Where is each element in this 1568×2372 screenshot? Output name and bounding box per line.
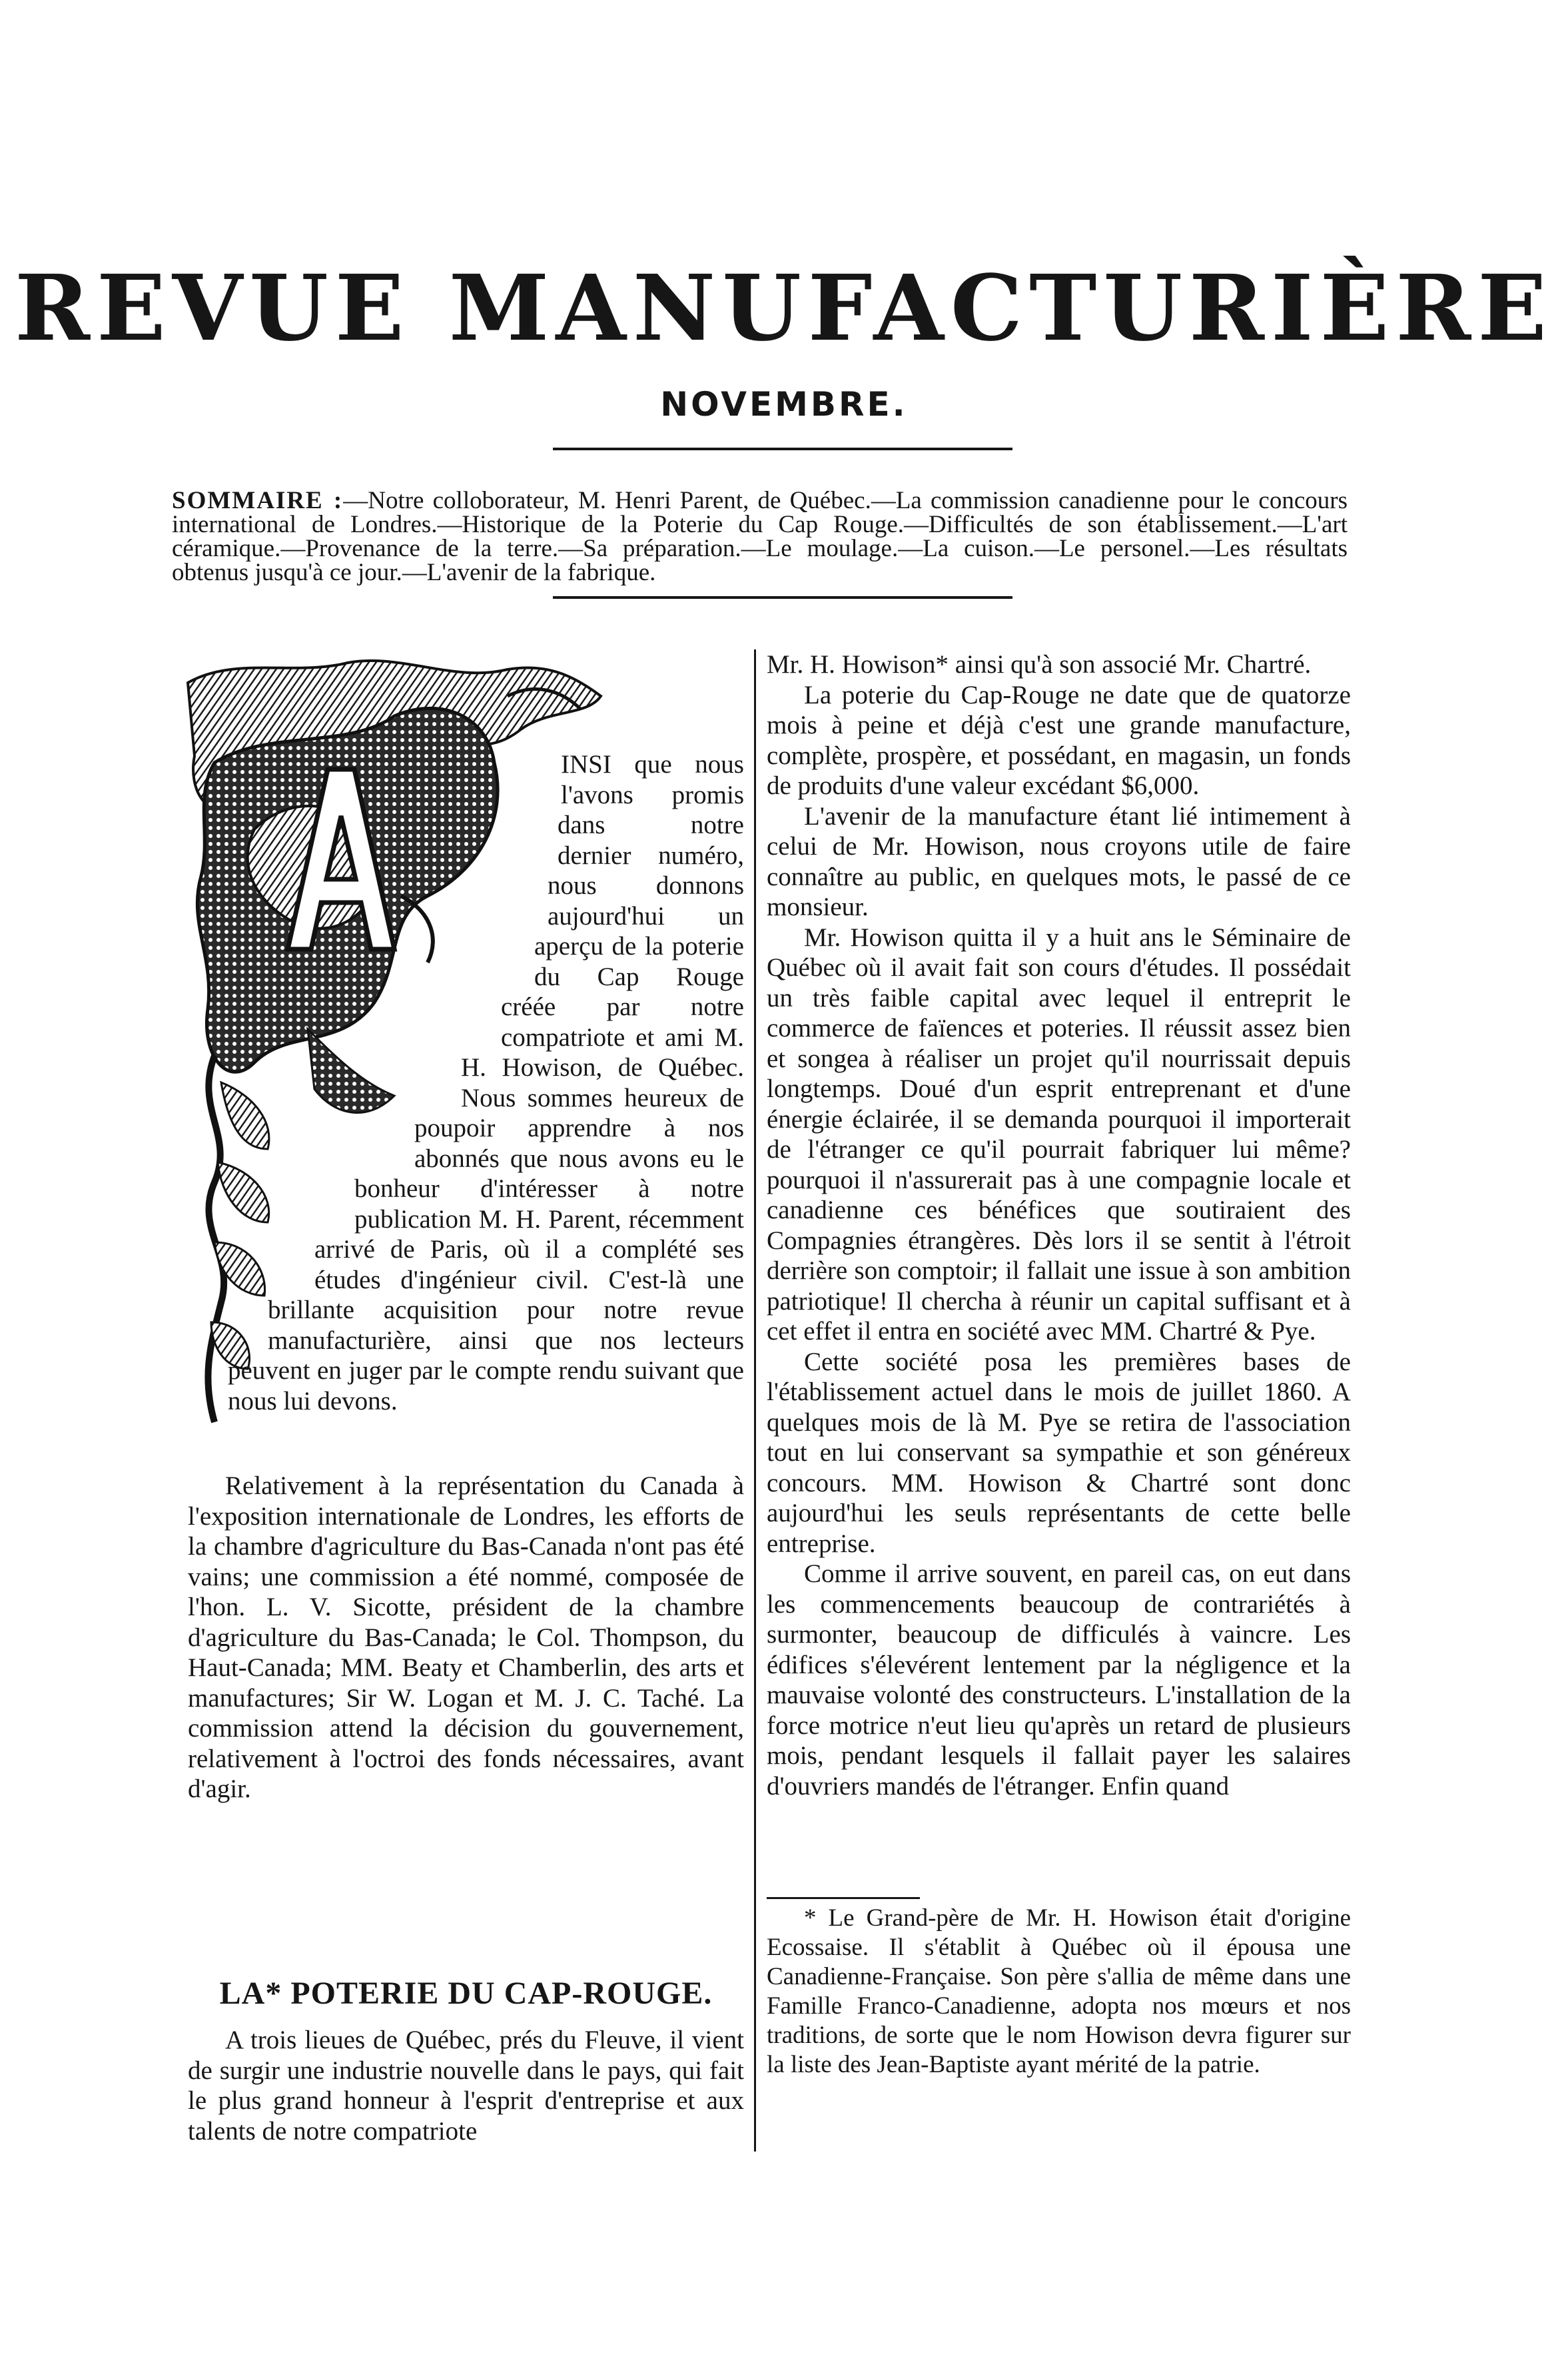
summary-text: —Notre colloborateur, M. Henri Parent, de Québec.—La commission canadienne pour le concours international de Londres.—Historique de la Poterie du Cap Rouge.—Difficultés de son établissement.—L'art céramique.—Provenance de la terre.—Sa préparation.—Le moulage.—La cuison.—Le personel.—Les résultats obtenus jusqu'à ce jour.—L'avenir de la fabrique.: [172, 487, 1348, 586]
intro-paragraph: [188, 749, 744, 1415]
para-poterie: A trois lieues de Québec, prés du Fleuve, il vient de surgir une industrie nouvelle dans le pays, qui fait le plus grand honneur à l'esprit d'entreprise et aux talents de notre compatriote: [188, 2026, 744, 2146]
column-divider: [754, 649, 756, 2152]
para-r5: Cette société posa les premières bases de l'établissement actuel dans le mois de juillet 1860. A quelques mois de là M. Pye se retira de l'association tout en lui conservant sa sympathie et son généreux concours. MM. Howison & Chartré sont donc aujourd'hui les seuls représentants de cette belle entreprise.: [767, 1347, 1351, 1558]
masthead-title: REVUE MANUFACTURIÈRE: [15, 255, 1553, 362]
right-column: [767, 649, 1351, 1801]
para-r6: Comme il arrive souvent, en pareil cas, on eut dans les commencements beaucoup de contrariétés à surmonter, beaucoup de difficulés à vaincre. Les édifices s'élevérent lentement par la négligence et la mauvaise volonté des constructeurs. L'installation de la force motrice n'eut lieu qu'après un retard de plusieurs mois, pendant lesquels il fallait payer les salaires d'ouvriers mandés de l'étranger. Enfin quand: [767, 1559, 1351, 1800]
footnote-rule: [767, 1897, 920, 1899]
summary: [172, 489, 1348, 585]
footnote: [767, 1904, 1351, 2080]
issue-month: NOVEMBRE.: [660, 385, 908, 424]
para-r4: Mr. Howison quitta il y a huit ans le Séminaire de Québec où il avait fait son cours d'études. Il possédait un très faible capital avec lequel il entreprit le commerce de faïences et poteries. Il réussit assez bien et songea à réaliser un projet qu'il nourrissait depuis longtemps. Doué d'un esprit entreprenant et d'une énergie éclairée, il se demanda pourquoi il importerait de l'étranger ce qu'il pourrait fabriquer lui même? pourquoi il n'assurerait pas à une compagnie locale et canadienne ces bénéfices que soutiraient des Compagnies étrangères. Dès lors il se sentit à l'étroit derrière son comptoir; il fallait une issue à son ambition patriotique! Il chercha à réunir un capital suffisant et à cet effet il entra en société avec MM. Chartré & Pye.: [767, 923, 1351, 1346]
para-commission: Relativement à la représentation du Canada à l'exposition internationale de Londres, les efforts de la chambre d'agriculture du Bas-Canada n'ont pas été vains; une commission a été nommé, composée de l'hon. L. V. Sicotte, président de la chambre d'agriculture du Bas-Canada; le Col. Thompson, du Haut-Canada; MM. Beaty et Chamberlin, des arts et manufactures; Sir W. Logan et M. J. C. Taché. La commission attend la décision du gouvernement, relativement à l'octroi des fonds nécessaires, avant d'agir.: [188, 1471, 744, 1803]
commission-paragraph: [188, 1471, 744, 1804]
poterie-intro: [188, 2025, 744, 2146]
rule-summary: [553, 596, 1012, 599]
summary-lead: SOMMAIRE :: [172, 487, 344, 514]
intro-text: INSI que nous l'avons promis dans notre dernier numéro, nous donnons aujourd'hui un aperçu de la poterie du Cap Rouge créée par notre compatriote et ami M. H. Howison, de Québec. Nous sommes heureux de poupoir apprendre à nos abonnés que nous avons eu le bonheur d'intéresser à notre publication M. H. Parent, récemment arrivé de Paris, où il a complété ses études d'ingénieur civil. C'est-là une brillante acquisition pour notre revue manufacturière, ainsi que nos lecteurs peuvent en juger par le compte rendu suivant que nous lui devons.: [228, 750, 744, 1415]
footnote-text: * Le Grand-père de Mr. H. Howison était d'origine Ecossaise. Il s'établit à Québec où il épousa une Canadienne-Française. Son père s'allia de même dans une Famille Franco-Canadienne, adopta nos mœurs et nos traditions, de sorte que le nom Howison devra figurer sur la liste des Jean-Baptiste ayant mérité de la patrie.: [767, 1904, 1351, 2078]
rule-top: [553, 448, 1012, 450]
para-r3: L'avenir de la manufacture étant lié intimement à celui de Mr. Howison, nous croyons utile de faire connaître au public, en quelques mots, le passé de ce monsieur.: [767, 801, 1351, 921]
para-r1: Mr. H. Howison* ainsi qu'à son associé Mr. Chartré.: [767, 650, 1312, 679]
section-heading: LA* POTERIE DU CAP-ROUGE.: [219, 1976, 713, 2011]
para-r2: La poterie du Cap-Rouge ne date que de quatorze mois à peine et déjà c'est une grande manufacture, complète, prospère, et possédant, en magasin, un fonds de produits d'une valeur excédant $6,000.: [767, 680, 1351, 800]
